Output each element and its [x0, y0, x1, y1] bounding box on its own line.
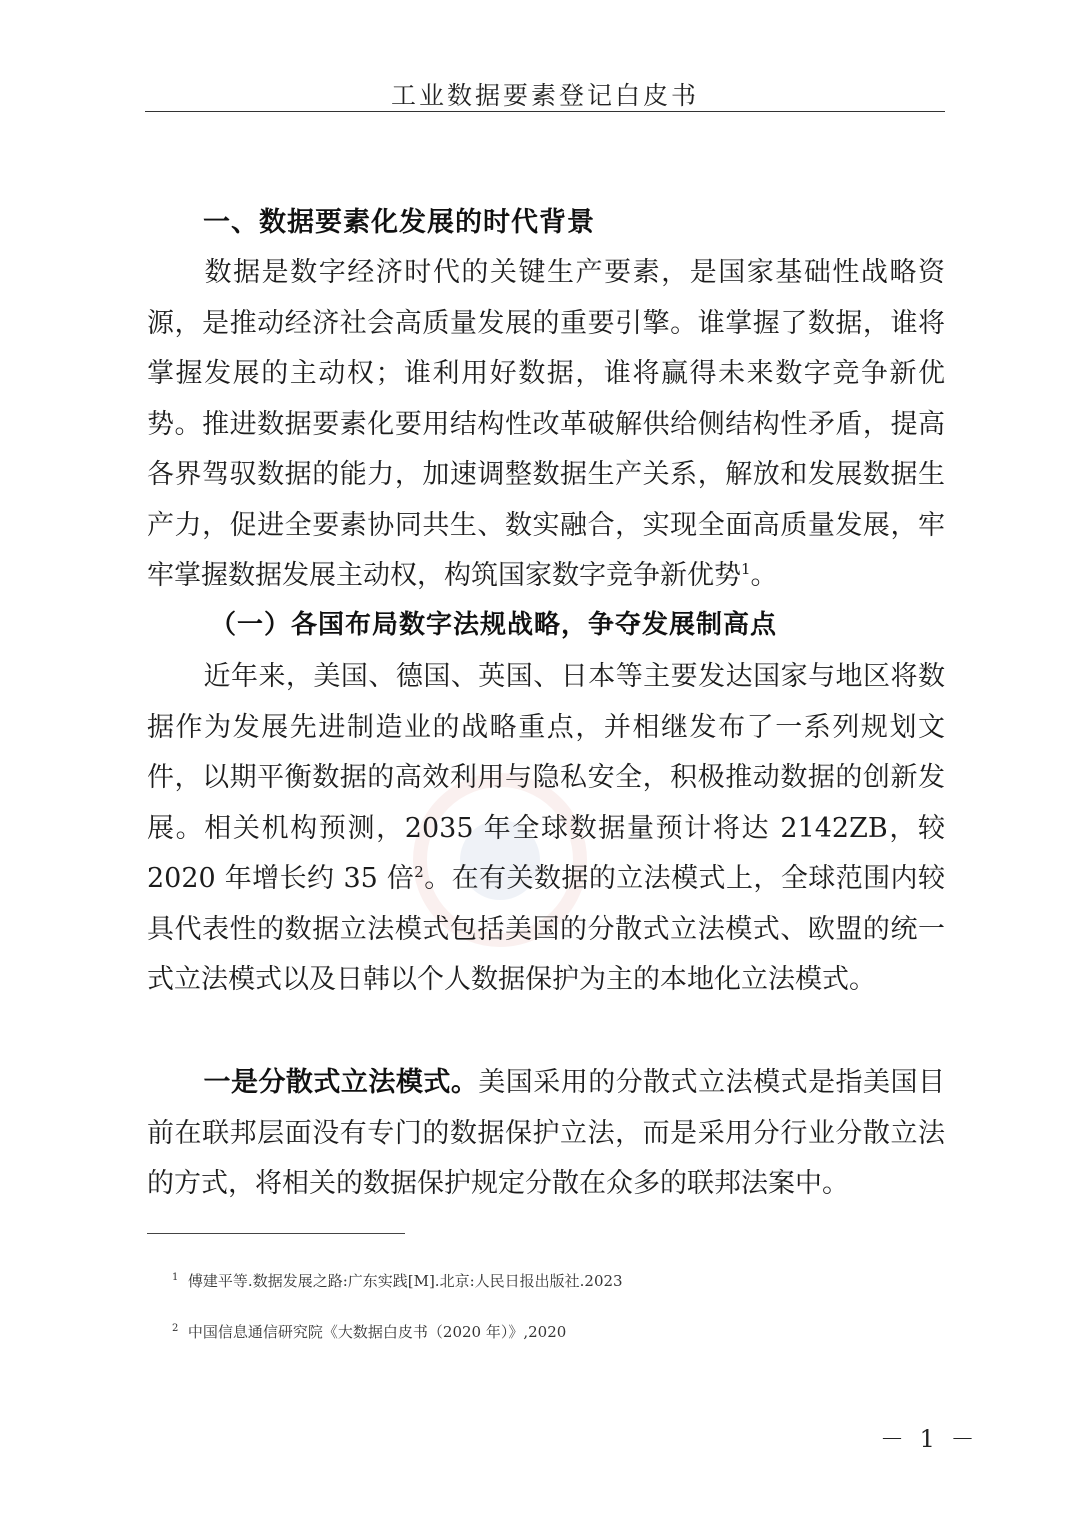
footnote-ref-1[interactable]: 1	[741, 560, 751, 578]
footnote-2: $^2$ 中国信息通信研究院《大数据白皮书（2020 年）》,2020	[172, 1323, 567, 1341]
paragraph-global-strategy: 近年来，美国、德国、英国、日本等主要发达国家与地区将数据作为发展先进制造业的战略重点，并相继发布了一系列规划文件，以期平衡数据的高效利用与隐私安全，积极推动数据的创新发展。相关机构预测，2035 年全球数据量预计将达 2142ZB，较 2020 年增长约 35 倍$^2$。在有关数据的立法模式上，全球范围内较具代表性的数据立法模式包括美国的分散式立法模式、欧盟的统一式立法模式以及日韩以个人数据保护为主的本地化立法模式。	[147, 661, 945, 995]
subsection-heading: （一）各国布局数字法规战略，争夺发展制高点	[210, 610, 778, 640]
paragraph-lead: 一是分散式立法模式。	[203, 1067, 479, 1098]
paragraph-decentralized-model: 一是分散式立法模式。美国采用的分散式立法模式是指美国目前在联邦层面没有专门的数据保护立法，而是采用分行业分散立法的方式，将相关的数据保护规定分散在众多的联邦法案中。	[147, 1067, 945, 1199]
section-heading: 一、数据要素化发展的时代背景	[203, 207, 595, 238]
header-rule	[145, 111, 945, 112]
footnote-rule	[147, 1233, 405, 1234]
footnote-ref-2[interactable]: 2	[414, 863, 424, 881]
paragraph-background: 数据是数字经济时代的关键生产要素，是国家基础性战略资源，是推动经济社会高质量发展的重要引擎。谁掌握了数据，谁将掌握发展的主动权；谁利用好数据，谁将赢得未来数字竞争新优势。推进数据要素化要用结构性改革破解供给侧结构性矛盾，提高各界驾驭数据的能力，加速调整数据生产关系，解放和发展数据生产力，促进全要素协同共生、数实融合，实现全面高质量发展，牢牢掌握数据发展主动权，构筑国家数字竞争新优势$^1$。	[147, 257, 945, 591]
page-number: － 1 －	[880, 1425, 979, 1453]
footnote-1: $^1$ 傅建平等.数据发展之路:广东实践[M].北京:人民日报出版社.2023	[172, 1272, 623, 1290]
running-header: 工业数据要素登记白皮书	[390, 81, 699, 110]
